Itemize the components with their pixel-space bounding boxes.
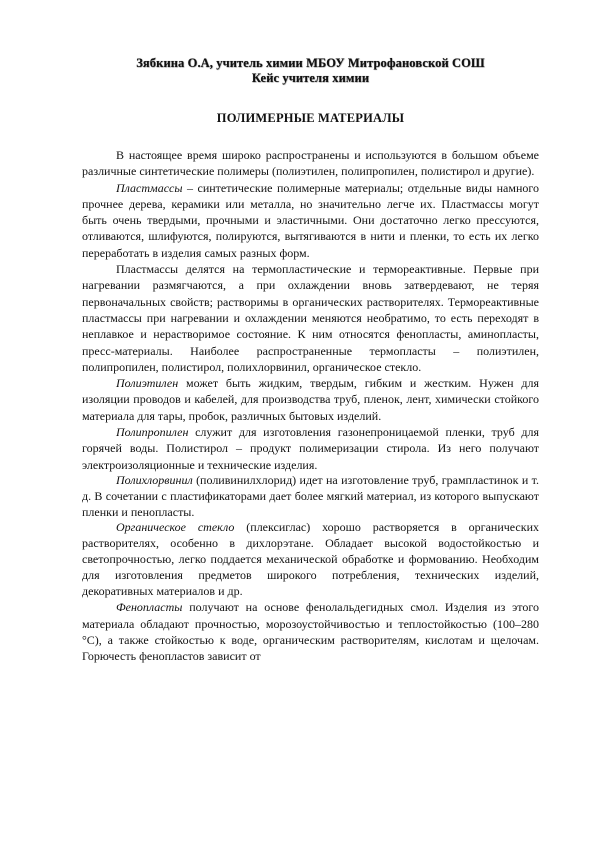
term-polyvinylchloride: Полихлорвинил [116, 472, 193, 487]
paragraph-plastics-types [82, 261, 539, 375]
paragraph-text: (поливинилхлорид) идет на изготовление труб, грампластинок и т. д. В сочетании с пластификаторами дает более мягкий материал, из которого выпускают пленки и пенопласты. [82, 472, 539, 519]
case-subtitle: Кейс учителя химии [251, 71, 370, 85]
paragraph-phenoplasts [82, 599, 539, 664]
author-line: Зябкина О.А, учитель химии МБОУ Митрофановской СОШ [136, 56, 485, 70]
paragraph-organic-glass [82, 520, 539, 599]
paragraph-text: В настоящее время широко распространены и используются в большом объеме различные синтетические полимеры (полиэтилен, полипропилен, полистирол и другие). [82, 148, 539, 179]
paragraph-text: (плексиглас) хорошо растворяется в органических растворителях, особенно в дихлорэтане. Обладает высокой водостойкостью и светопрочностью, легко поддается механической обработке и формованию. Необходим для изготовления предметов широкого потребления, технических изделий, декоративных материалов и др. [82, 520, 539, 598]
paragraph-text: служит для изготовления газонепроницаемой пленки, труб для горячей воды. Полистирол – продукт полимеризации стирола. Из него получают электроизоляционные и технические изделия. [82, 425, 539, 472]
term-plastics: Пластмассы [116, 180, 183, 195]
paragraph-polyethylene [82, 375, 539, 424]
paragraph-polypropylene [82, 424, 539, 473]
paragraph-plastics [82, 180, 539, 261]
term-organic-glass: Органическое стекло [116, 520, 235, 535]
document-title: ПОЛИМЕРНЫЕ МАТЕРИАЛЫ [216, 111, 405, 125]
paragraph-text: – синтетические полимерные материалы; отдельные виды намного прочнее дерева, керамики или металла, но значительно легче их. Пластмассы могут быть очень твердыми, прочными и эластичными. Они достаточно легко прессуются, отливаются, шлифуются, полируются, вытягиваются в нити и пленки, то есть их легко переработать в изделия самых разных форм. [82, 180, 539, 260]
paragraph-text: может быть жидким, твердым, гибким и жестким. Нужен для изоляции проводов и кабелей, для производства труб, пленок, лент, химически стойкого материала для тары, пробок, различных бытовых изделий. [82, 376, 539, 423]
paragraph-text: Пластмассы делятся на термопластические и термореактивные. Первые при нагревании размягчаются, а при охлаждении вновь затвердевают, не теряя первоначальных свойств; растворимы в органических растворителях. Термореактивные пластмассы при нагревании и охлаждении меняются необратимо, то есть переходят в неплавкое и нерастворимое состояние. К ним относятся фенопласты, аминопласты, пресс-материалы. Наиболее распространенные термопласты – полиэтилен, полипропилен, полистирол, полихлорвинил, органическое стекло. [82, 262, 539, 374]
paragraph-polyvinylchloride [82, 473, 539, 520]
term-polypropylene: Полипропилен [116, 425, 189, 440]
term-phenoplasts: Фенопласты [116, 600, 183, 615]
document-body [82, 147, 539, 665]
paragraph-text: получают на основе фенолальдегидных смол. Изделия из этого материала обладают прочностью, морозоустойчивостью и теплостойкостью (100–280 °С), а также стойкостью к воде, органическим растворителям, кислотам и щелочам. Горючесть фенопластов зависит от [82, 600, 539, 664]
paragraph-intro [82, 147, 539, 180]
term-polyethylene: Полиэтилен [116, 376, 179, 391]
